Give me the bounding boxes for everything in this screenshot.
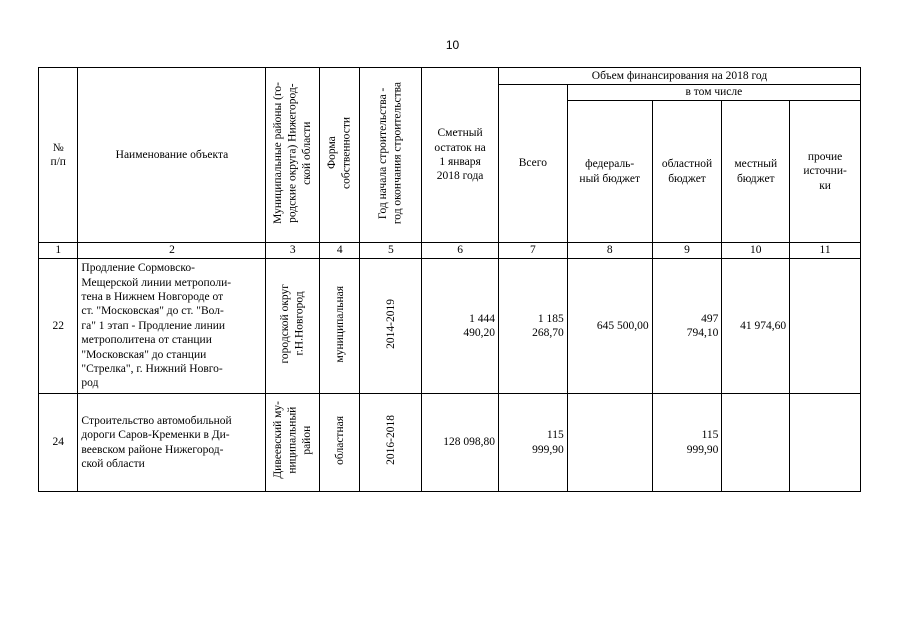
table-row [39,259,861,394]
financing-table [38,67,861,492]
row-local: 41 974,60 [722,259,790,394]
row-regional: 115 999,90 [652,394,722,492]
column-number: 4 [320,243,360,259]
header-federal: федераль- ный бюджет [567,101,652,243]
row-local [722,394,790,492]
column-number: 1 [39,243,78,259]
row-regional: 497 794,10 [652,259,722,394]
row-federal [567,394,652,492]
header-local: местный бюджет [722,101,790,243]
row-name: Строительство автомобильной дороги Саров-Кременки в Ди- веевском районе Нижегород- ской области [78,394,266,492]
row-remainder: 128 098,80 [422,394,499,492]
column-number: 7 [498,243,567,259]
header-district: Муниципальные районы (го- родские округа) Нижегород- ской области [266,68,320,243]
column-number: 5 [360,243,422,259]
header-other: прочие источни- ки [790,101,861,243]
column-number-row [39,243,861,259]
column-number: 8 [567,243,652,259]
row-name: Продление Сормовско- Мещерской линии метропoли- тена в Нижнем Новгороде от ст. "Московская" до ст. "Вол- га" 1 этап - Продление линии метрополитена от станции "Московская" до станции "Стрелка", г. Нижний Новго- род [78,259,266,394]
header-total: Всего [498,85,567,243]
header-remainder: Сметный остаток на 1 января 2018 года [422,68,499,243]
row-district: Дивеевский му- ниципальный район [266,394,320,492]
row-federal: 645 500,00 [567,259,652,394]
row-num: 22 [39,259,78,394]
row-ownership: областная [320,394,360,492]
row-years: 2014-2019 [360,259,422,394]
header-funding: Объем финансирования на 2018 год [498,68,860,85]
header-ownership: Форма собственности [320,68,360,243]
column-number: 9 [652,243,722,259]
row-years: 2016-2018 [360,394,422,492]
row-other [790,394,861,492]
row-total: 1 185 268,70 [498,259,567,394]
row-remainder: 1 444 490,20 [422,259,499,394]
table-row [39,394,861,492]
header-num: № п/п [39,68,78,243]
header-including: в том числе [567,85,860,101]
row-num: 24 [39,394,78,492]
column-number: 6 [422,243,499,259]
header-regional: областной бюджет [652,101,722,243]
row-district: городской округ г.Н.Новгород [266,259,320,394]
page-number: 10 [445,38,460,52]
column-number: 11 [790,243,861,259]
column-number: 10 [722,243,790,259]
column-number: 2 [78,243,266,259]
header-name: Наименование объекта [78,68,266,243]
column-number: 3 [266,243,320,259]
row-ownership: муниципальная [320,259,360,394]
header-years: Год начала строительства - год окончания строительства [360,68,422,243]
row-total: 115 999,90 [498,394,567,492]
row-other [790,259,861,394]
